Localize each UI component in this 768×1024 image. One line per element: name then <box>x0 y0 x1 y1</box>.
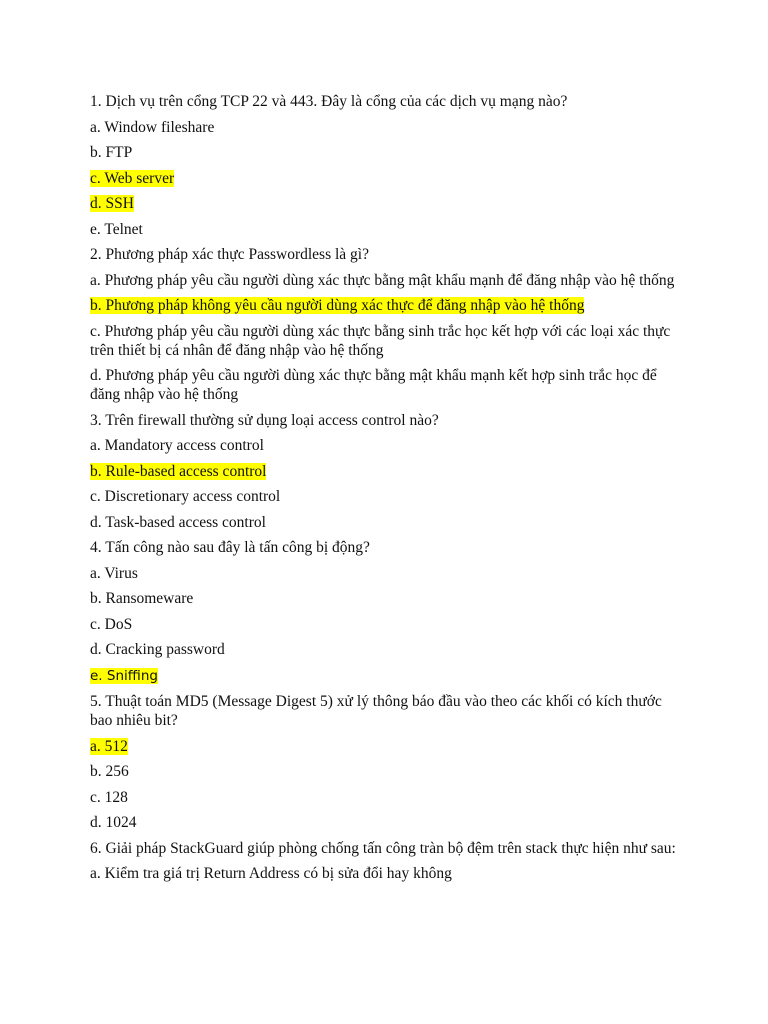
q2-option-a: a. Phương pháp yêu cầu người dùng xác thực bằng mật khẩu mạnh để đăng nhập vào hệ thống <box>90 271 675 289</box>
q2-option-c: c. Phương pháp yêu cầu người dùng xác thực bằng sinh trắc học kết hợp với các loại xác thực trên thiết bị cá nhân để đăng nhập vào hệ thống <box>90 322 671 359</box>
document-content <box>90 92 680 890</box>
q4-option-b: b. Ransomeware <box>90 590 194 607</box>
question-2: 2. Phương pháp xác thực Passwordless là gì? <box>90 246 369 263</box>
q2-option-d: d. Phương pháp yêu cầu người dùng xác thực bằng mật khẩu mạnh kết hợp sinh trắc học để đăng nhập vào hệ thống <box>90 367 657 403</box>
q1-option-d <box>90 194 680 213</box>
q6-option-a: a. Kiểm tra giá trị Return Address có bị sửa đổi hay không <box>90 865 452 882</box>
q4-option-e <box>90 666 680 686</box>
question-3: 3. Trên firewall thường sử dụng loại access control nào? <box>90 411 439 429</box>
q3-option-c: c. Discretionary access control <box>90 488 281 505</box>
q3-option-d: d. Task-based access control <box>90 513 266 531</box>
q1-option-a: a. Window fileshare <box>90 118 215 136</box>
question-6: 6. Giải pháp StackGuard giúp phòng chống tấn công tràn bộ đệm trên stack thực hiện như sau: <box>90 839 676 857</box>
q5-option-d: d. 1024 <box>90 814 137 831</box>
highlighted-answer: b. Phương pháp không yêu cầu người dùng xác thực để đăng nhập vào hệ thống <box>90 297 585 314</box>
q4-option-a: a. Virus <box>90 564 138 582</box>
q3-option-a: a. Mandatory access control <box>90 437 264 454</box>
highlighted-answer: e. Sniffing <box>90 667 158 684</box>
question-1: 1. Dịch vụ trên cổng TCP 22 và 443. Đây là cổng của các dịch vụ mạng nào? <box>90 93 568 110</box>
question-5: 5. Thuật toán MD5 (Message Digest 5) xử lý thông báo đầu vào theo các khối có kích thước bao nhiêu bit? <box>90 693 662 729</box>
q1-option-b: b. FTP <box>90 144 133 161</box>
q4-option-d: d. Cracking password <box>90 641 225 658</box>
q4-option-c: c. DoS <box>90 615 133 633</box>
q2-option-b <box>90 296 680 315</box>
q3-option-b <box>90 462 680 481</box>
q5-option-b: b. 256 <box>90 763 129 780</box>
q1-option-e: e. Telnet <box>90 220 143 238</box>
highlighted-answer: a. 512 <box>90 737 128 755</box>
highlighted-answer: b. Rule-based access control <box>90 462 267 480</box>
highlighted-answer: d. SSH <box>90 195 134 212</box>
q5-option-c: c. 128 <box>90 788 128 806</box>
highlighted-answer: c. Web server <box>90 169 175 187</box>
q5-option-a <box>90 737 680 756</box>
q1-option-c <box>90 169 680 188</box>
question-4: 4. Tấn công nào sau đây là tấn công bị động? <box>90 539 370 556</box>
